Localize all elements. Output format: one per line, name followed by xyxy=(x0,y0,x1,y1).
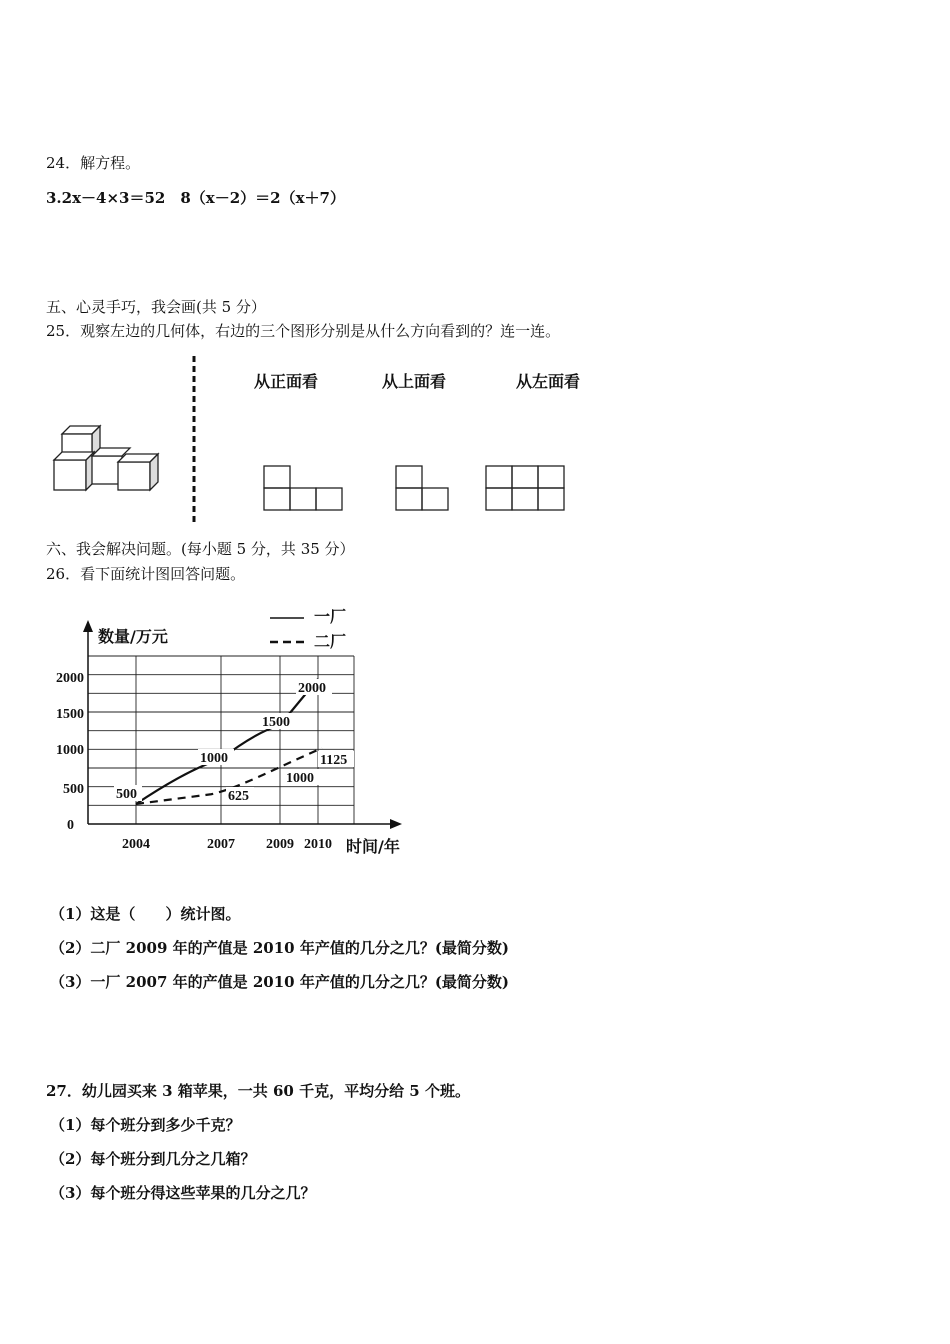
q24-title: 24．解方程。 xyxy=(46,154,141,172)
q25-text: 25．观察左边的几何体，右边的三个图形分别是从什么方向看到的？连一连。 xyxy=(46,322,561,340)
view-label-left: 从左面看 xyxy=(516,372,581,391)
y-tick-label: 500 xyxy=(63,782,84,797)
y-tick-label: 0 xyxy=(67,818,74,833)
data-label-series-1: 2000 xyxy=(298,681,326,696)
x-axis-label: 时间/年 xyxy=(346,837,400,856)
data-label-series-1: 500 xyxy=(116,787,137,802)
data-label-series-2: 1000 xyxy=(286,771,314,786)
q26-item-3: （3）一厂 2007 年的产值是 2010 年产值的几分之几？(最简分数) xyxy=(50,973,510,991)
q25-figure xyxy=(40,352,620,527)
q27-item-1: （1）每个班分到多少千克？ xyxy=(50,1116,241,1134)
view-shape-1 xyxy=(264,466,342,510)
data-label-series-1: 1000 xyxy=(200,751,228,766)
view-shape-3 xyxy=(486,466,564,510)
y-tick-label: 2000 xyxy=(56,671,84,686)
view-label-front: 从正面看 xyxy=(254,372,319,391)
data-label-series-2: 1125 xyxy=(320,753,348,768)
legend-label-1: 一厂 xyxy=(314,607,347,626)
section5-title: 五、心灵手巧，我会画(共 5 分） xyxy=(46,298,266,316)
y-tick-label: 1500 xyxy=(56,707,84,722)
chart-legend xyxy=(270,607,346,651)
legend-label-2: 二厂 xyxy=(314,632,347,651)
view-shape-2 xyxy=(396,466,448,510)
data-label-series-2: 625 xyxy=(228,789,249,804)
q27-item-2: （2）每个班分到几分之几箱？ xyxy=(50,1150,256,1168)
x-tick-label: 2004 xyxy=(122,837,150,852)
q27-item-3: （3）每个班分得这些苹果的几分之几？ xyxy=(50,1184,316,1202)
view-label-top: 从上面看 xyxy=(382,372,447,391)
data-label-series-1: 1500 xyxy=(262,715,290,730)
line-chart xyxy=(40,600,420,865)
q27-text: 27．幼儿园买来 3 箱苹果，一共 60 千克，平均分给 5 个班。 xyxy=(46,1082,470,1100)
q26-text: 26．看下面统计图回答问题。 xyxy=(46,565,246,583)
cube-solid-figure xyxy=(54,426,158,490)
section6-title: 六、我会解决问题。(每小题 5 分，共 35 分） xyxy=(46,540,355,558)
q26-item-2: （2）二厂 2009 年的产值是 2010 年产值的几分之几？(最简分数) xyxy=(50,939,510,957)
y-axis-label: 数量/万元 xyxy=(98,627,168,646)
x-tick-label: 2007 xyxy=(207,837,235,852)
x-tick-label: 2010 xyxy=(304,837,332,852)
y-tick-label: 1000 xyxy=(56,743,84,758)
q26-item-1: （1）这是（ ）统计图。 xyxy=(50,905,241,923)
q24-equations: 3.2x－4×3＝52 8（x－2）＝2（x＋7） xyxy=(46,189,345,207)
x-tick-label: 2009 xyxy=(266,837,294,852)
